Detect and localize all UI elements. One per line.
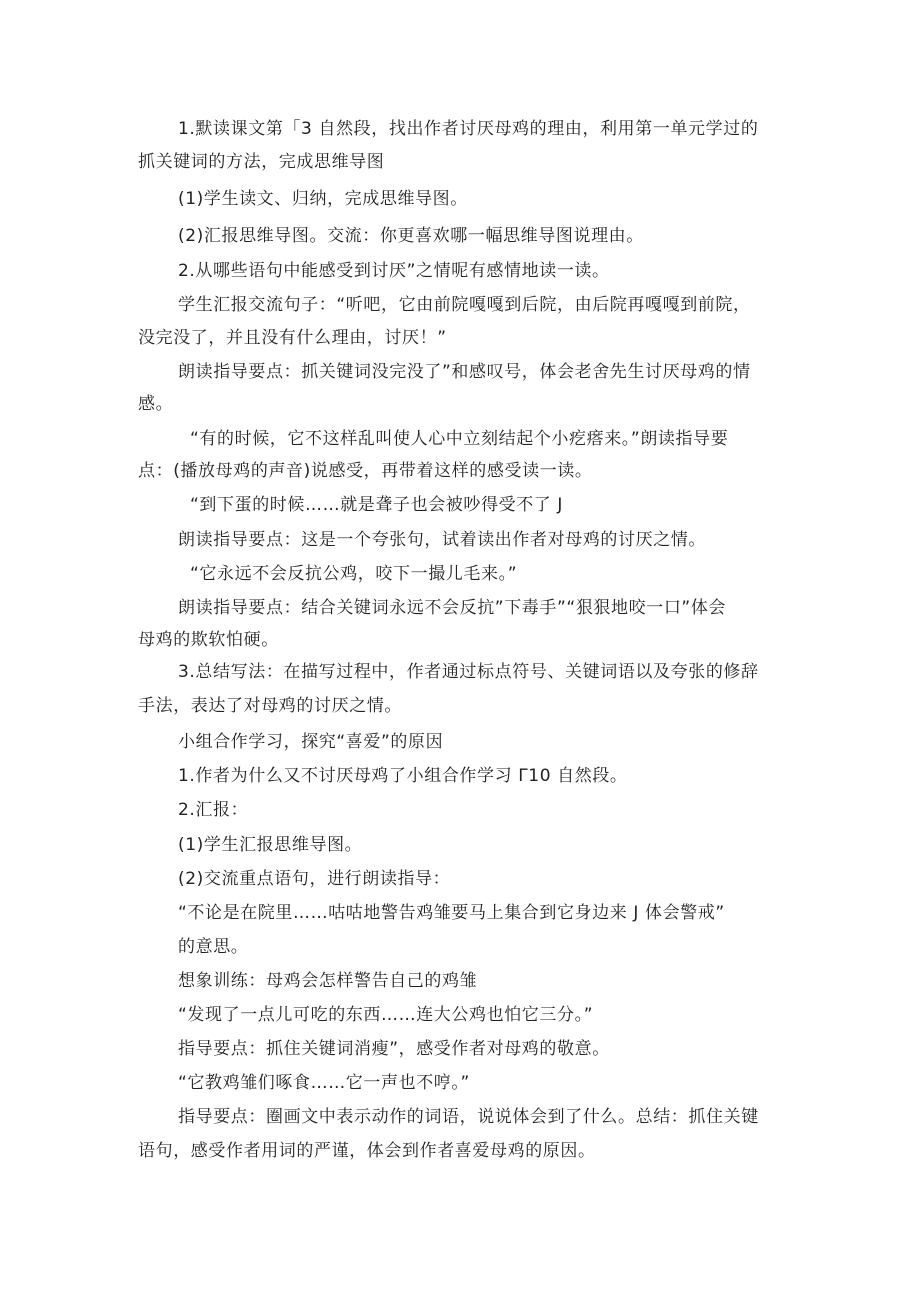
text-line: 感。 (138, 394, 174, 414)
text-line: (2)交流重点语句，进行朗读指导： (178, 869, 451, 889)
text-line: (1)学生读文、归纳，完成思维导图。 (178, 189, 468, 209)
text-line: 手法，表达了对母鸡的讨厌之情。 (138, 696, 402, 716)
text-line: 1.默读课文第「3 自然段，找出作者讨厌母鸡的理由，利用第一单元学过的 (178, 119, 759, 139)
text-line: 想象训练：母鸡会怎样警告自己的鸡雏 (178, 971, 478, 991)
text-line: “发现了一点儿可吃的东西……连大公鸡也怕它三分。” (178, 1005, 594, 1025)
text-line: 3.总结写法：在描写过程中，作者通过标点符号、关键词语以及夸张的修辞 (178, 662, 759, 682)
text-line: 母鸡的欺软怕硬。 (138, 630, 279, 650)
text-line: 抓关键词的方法，完成思维导图 (138, 152, 385, 172)
text-line: (2)汇报思维导图。交流：你更喜欢哪一幅思维导图说理由。 (178, 226, 644, 246)
text-line: 点：(播放母鸡的声音)说感受，再带着这样的感受读一读。 (138, 461, 593, 481)
text-line: “它教鸡雏们啄食……它一声也不哼。” (178, 1073, 470, 1093)
text-line: 2.从哪些语句中能感受到讨厌”之情呢有感情地读一读。 (178, 261, 610, 281)
text-line: 没完没了，并且没有什么理由，讨厌！” (138, 328, 447, 348)
text-line: 指导要点：圈画文中表示动作的词语，说说体会到了什么。总结：抓住关键 (178, 1107, 759, 1127)
text-line: 朗读指导要点：这是一个夸张句，试着读出作者对母鸡的讨厌之情。 (178, 530, 706, 550)
text-line: 1.作者为什么又不讨厌母鸡了小组合作学习 Γ10 自然段。 (178, 766, 628, 786)
text-line: 2.汇报： (178, 800, 249, 820)
text-line: 的意思。 (178, 937, 249, 957)
text-line: “它永远不会反抗公鸡，咬下一撮儿毛来。” (190, 564, 518, 584)
text-line: (1)学生汇报思维导图。 (178, 835, 363, 855)
text-line: “到下蛋的时候……就是聋子也会被吵得受不了 J (190, 495, 564, 515)
text-line: “不论是在院里……咕咕地警告鸡雏要马上集合到它身边来 J 体会警戒” (178, 903, 725, 923)
text-line: 学生汇报交流句子：“听吧，它由前院嘎嘎到后院，由后院再嘎嘎到前院， (178, 295, 751, 315)
text-line: 指导要点：抓住关键词消瘦”，感受作者对母鸡的敬意。 (178, 1039, 610, 1059)
text-line: 语句，感受作者用词的严谨，体会到作者喜爱母鸡的原因。 (138, 1141, 596, 1161)
text-line: 朗读指导要点：结合关键词永远不会反抗”下毒手”“狠狠地咬一口”体会 (178, 598, 727, 618)
text-line: 小组合作学习，探究“喜爱”的原因 (178, 732, 444, 752)
text-line: “有的时候，它不这样乱叫使人心中立刻结起个小疙瘩来。”朗读指导要 (190, 429, 729, 449)
text-line: 朗读指导要点：抓关键词没完没了”和感叹号，体会老舍先生讨厌母鸡的情 (178, 362, 751, 382)
